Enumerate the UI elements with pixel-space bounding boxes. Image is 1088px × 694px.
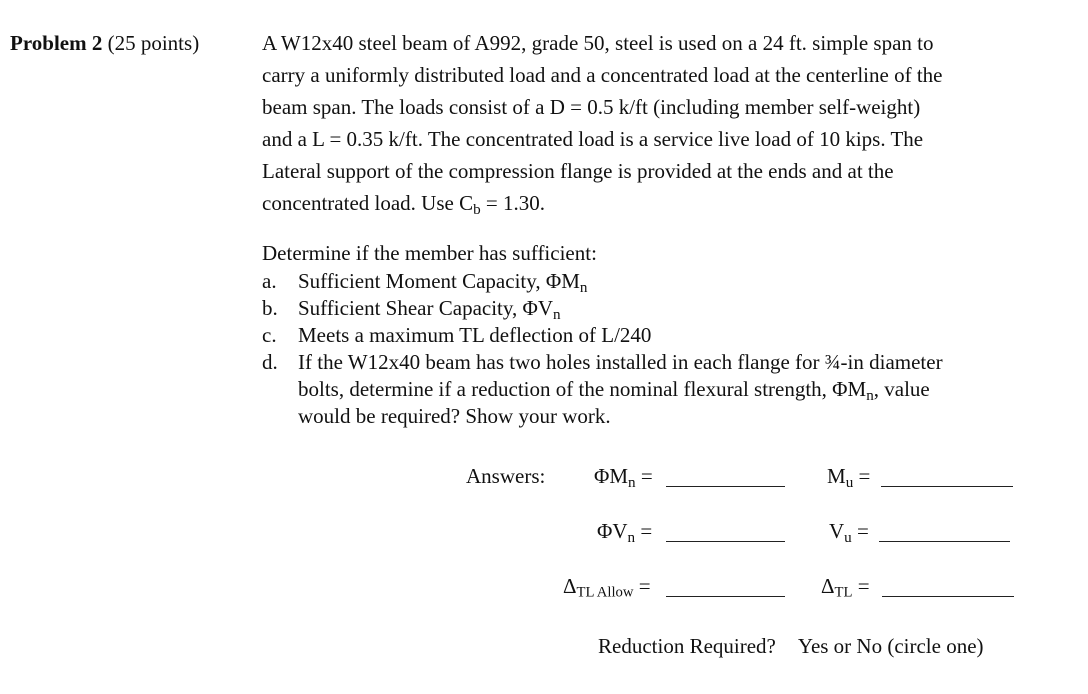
- list-letter-d: d.: [262, 350, 278, 374]
- list-letter-b: b.: [262, 296, 278, 320]
- phi-vn-symbol: ΦV: [597, 519, 628, 543]
- mu-answer-blank[interactable]: [881, 486, 1013, 487]
- list-text-d-3: would be required? Show your work.: [298, 404, 611, 428]
- list-text-b: Sufficient Shear Capacity, ΦV: [298, 296, 554, 320]
- phi-vn-label: [597, 518, 652, 544]
- list-text-d-2-end: , value: [873, 377, 930, 401]
- phi-vn-answer-blank[interactable]: [666, 541, 785, 542]
- delta-allow-symbol: Δ: [563, 574, 577, 598]
- phi-mn-answer-blank[interactable]: [666, 486, 785, 487]
- task-list: [262, 268, 1062, 430]
- delta-allow-label: [563, 573, 651, 599]
- list-letter-a: a.: [262, 269, 277, 293]
- vu-sub: u: [844, 529, 852, 546]
- phi-mn-sub: n: [628, 474, 636, 491]
- problem-heading: [10, 30, 199, 56]
- list-sub-b: n: [553, 306, 561, 323]
- delta-allow-answer-blank[interactable]: [666, 596, 785, 597]
- statement-line-6: [262, 190, 1052, 222]
- cb-subscript: b: [473, 201, 481, 218]
- delta-tl-label: [821, 573, 870, 599]
- list-item-d: [262, 349, 1062, 430]
- phi-mn-eq: =: [635, 464, 653, 488]
- statement-line-4: and a L = 0.35 k/ft. The concentrated load is a service live load of 10 kips. The: [262, 127, 924, 151]
- list-text-d-2-main: bolts, determine if a reduction of the nominal flexural strength, ΦM: [298, 377, 867, 401]
- mu-symbol: M: [827, 464, 846, 488]
- delta-allow-sub: TL Allow: [576, 584, 634, 601]
- list-text-a: Sufficient Moment Capacity, ΦM: [298, 269, 580, 293]
- delta-tl-sub: TL: [834, 584, 853, 601]
- list-item-c: [262, 322, 1062, 349]
- vu-answer-blank[interactable]: [879, 541, 1010, 542]
- vu-label: [829, 518, 869, 544]
- statement-line-5: Lateral support of the compression flange is provided at the ends and at the: [262, 159, 894, 183]
- list-letter-c: c.: [262, 323, 277, 347]
- mu-sub: u: [845, 474, 854, 491]
- cb-value: = 1.30.: [480, 191, 545, 215]
- phi-vn-sub: n: [627, 529, 636, 546]
- statement-line-3: beam span. The loads consist of a D = 0.5 k/ft (including member self-weight): [262, 95, 921, 119]
- reduction-question-text: Reduction Required?: [598, 634, 776, 658]
- mu-eq: =: [853, 464, 871, 488]
- vu-eq: =: [851, 519, 869, 543]
- list-text-c: Meets a maximum TL deflection of L/240: [298, 323, 652, 347]
- list-text-d-1: If the W12x40 beam has two holes installed in each flange for ¾-in diameter: [298, 350, 943, 374]
- problem-label: Problem 2: [10, 31, 103, 55]
- delta-tl-symbol: Δ: [821, 574, 835, 598]
- reduction-question: [598, 633, 984, 659]
- answers-label: Answers:: [466, 464, 546, 488]
- list-sub-a: n: [579, 279, 588, 296]
- statement-line-1: A W12x40 steel beam of A992, grade 50, steel is used on a 24 ft. simple span to: [262, 31, 934, 55]
- phi-mn-symbol: ΦM: [594, 464, 629, 488]
- phi-mn-label: [594, 463, 653, 489]
- list-item-b: [262, 295, 1062, 322]
- mu-label: [827, 463, 870, 489]
- list-item-a: [262, 268, 1062, 295]
- delta-tl-eq: =: [852, 574, 870, 598]
- problem-statement: [262, 30, 1052, 222]
- delta-tl-answer-blank[interactable]: [882, 596, 1014, 597]
- statement-line-2: carry a uniformly distributed load and a concentrated load at the centerline of the: [262, 63, 943, 87]
- vu-symbol: V: [829, 519, 845, 543]
- yes-no-choice[interactable]: Yes or No (circle one): [797, 634, 984, 658]
- determine-prompt: Determine if the member has sufficient:: [262, 241, 597, 265]
- statement-line-6-text: concentrated load. Use C: [262, 191, 474, 215]
- delta-allow-eq: =: [633, 574, 651, 598]
- list-text-d-2: [298, 376, 1062, 403]
- list-sub-d: n: [866, 387, 874, 404]
- problem-points: (25 points): [107, 31, 200, 55]
- phi-vn-eq: =: [635, 519, 653, 543]
